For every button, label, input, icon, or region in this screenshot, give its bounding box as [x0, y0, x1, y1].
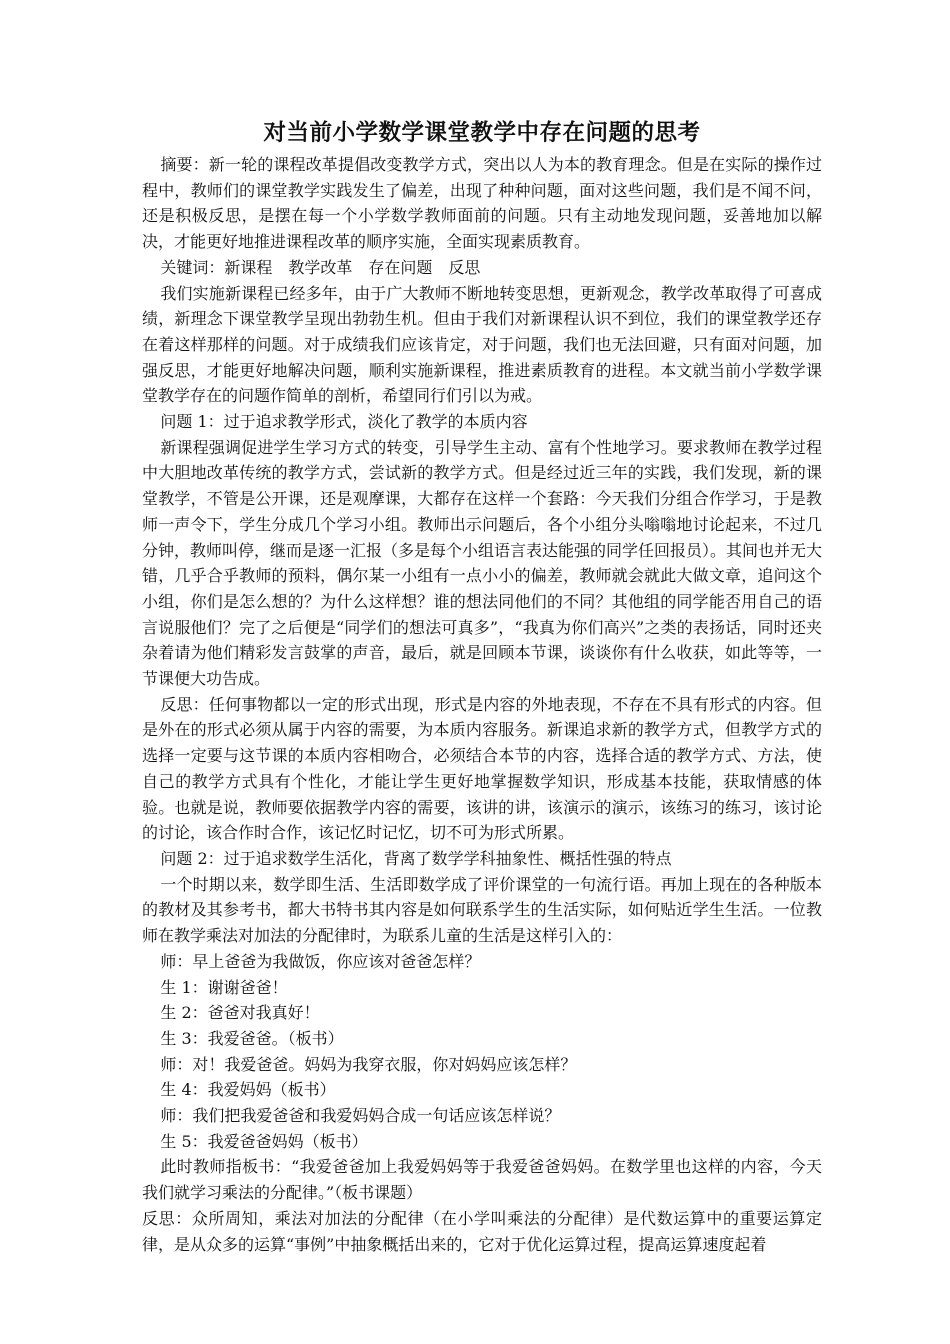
paragraph: 反思：任何事物都以一定的形式出现，形式是内容的外地表现，不存在不具有形式的内容。但是外在的形式必须从属于内容的需要，为本质内容服务。新课追求新的教学方式，但教学方式的选择一定要与这节课的本质内容相吻合，必须结合本节的内容，选择合适的教学方式、方法，使自己的教学方式具有个性化，才能让学生更好地掌握数学知识，形成基本技能，获取情感的体验。也就是说，教师要依据教学内容的需要，该讲的讲，该演示的演示，该练习的练习，该讨论的讨论，该合作时合作，该记忆时记忆，切不可为形式所累。 — [142, 694, 822, 843]
paragraph: 此时教师指板书：“我爱爸爸加上我爱妈妈等于我爱爸爸妈妈。在数学里也这样的内容，今天我们就学习乘法的分配律。”（板书课题） — [142, 1157, 822, 1203]
document-title: 对当前小学数学课堂教学中存在问题的思考 — [263, 120, 701, 146]
paragraph: 新课程强调促进学生学习方式的转变，引导学生主动、富有个性地学习。要求教师在教学过程中大胆地改革传统的教学方式，尝试新的教学方式。但是经过近三年的实践，我们发现，新的课堂教学，不管是公开课，还是观摩课，大都存在这样一个套路：今天我们分组合作学习，于是教师一声令下，学生分成几个学习小组。教师出示问题后，各个小组分头嗡嗡地讨论起来，不过几分钟，教师叫停，继而是逐一汇报（多是每个小组语言表达能强的同学任回报员）。其间也并无大错，几乎合乎教师的预料，偶尔某一小组有一点小小的偏差，教师就会就此大做文章，追问这个小组，你们是怎么想的？为什么这样想？谁的想法同他们的不同？其他组的同学能否用自己的语言说服他们？完了之后便是“同学们的想法可真多”，“我真为你们高兴”之类的表扬话，同时还夹杂着请为他们精彩发言鼓掌的声音，最后，就是回顾本节课，谈谈你有什么收获，如此等等，一节课便大功告成。 — [142, 437, 823, 689]
paragraph: 师：早上爸爸为我做饭，你应该对爸爸怎样？ — [160, 951, 481, 971]
paragraph: 师：我们把我爱爸爸和我爱妈妈合成一句话应该怎样说？ — [160, 1106, 561, 1126]
paragraph: 关键词：新课程 教学改革 存在问题 反思 — [160, 257, 481, 277]
paragraph: 生 2：爸爸对我真好！ — [160, 1003, 320, 1023]
paragraph: 生 5：我爱爸爸妈妈（板书） — [160, 1131, 368, 1151]
paragraph: 生 4：我爱妈妈（板书） — [160, 1080, 336, 1100]
paragraph: 问题 1：过于追求教学形式，淡化了教学的本质内容 — [160, 412, 528, 432]
paragraph: 摘要：新一轮的课程改革提倡改变教学方式，突出以人为本的教育理念。但是在实际的操作过程中，教师们的课堂教学实践发生了偏差，出现了种种问题，面对这些问题，我们是不闻不问，还是积极反思，是摆在每一个小学数学教师面前的问题。只有主动地发现问题，妥善地加以解决，才能更好地推进课程改革的顺序实施，全面实现素质教育。 — [142, 155, 822, 252]
paragraph: 反思：众所周知，乘法对加法的分配律（在小学叫乘法的分配律）是代数运算中的重要运算定律，是从众多的运算“事例”中抽象概括出来的，它对于优化运算过程，提高运算速度起着 — [142, 1208, 822, 1254]
paragraph: 生 1：谢谢爸爸！ — [160, 977, 288, 997]
paragraph: 我们实施新课程已经多年，由于广大教师不断地转变思想，更新观念，教学改革取得了可喜成绩，新理念下课堂教学呈现出勃勃生机。但由于我们对新课程认识不到位，我们的课堂教学还存在着这样那样的问题。对于成绩我们应该肯定，对于问题，我们也无法回避，只有面对问题，加强反思，才能更好地解决问题，顺利实施新课程，推进素质教育的进程。本文就当前小学数学课堂教学存在的问题作简单的剖析，希望同行们引以为戒。 — [142, 283, 822, 406]
document-body — [142, 152, 822, 1257]
paragraph: 一个时期以来，数学即生活、生活即数学成了评价课堂的一句流行语。再加上现在的各种版本的教材及其参考书，都大书特书其内容是如何联系学生的生活实际，如何贴近学生生活。一位教师在教学乘法对加法的分配律时，为联系儿童的生活是这样引入的： — [142, 874, 822, 946]
paragraph: 生 3：我爱爸爸。（板书） — [160, 1028, 344, 1048]
paragraph: 师：对！我爱爸爸。妈妈为我穿衣服，你对妈妈应该怎样？ — [160, 1054, 577, 1074]
paragraph: 问题 2：过于追求数学生活化，背离了数学学科抽象性、概括性强的特点 — [160, 848, 672, 868]
